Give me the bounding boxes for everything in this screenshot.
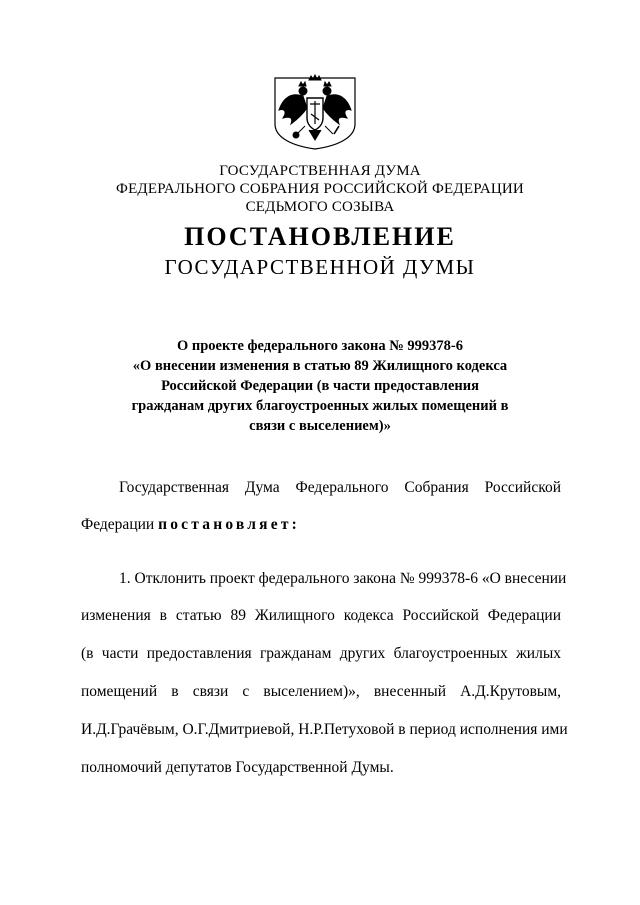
header-duma: ГОСУДАРСТВЕННАЯ ДУМА	[219, 163, 421, 179]
decree-word: постановляет:	[158, 516, 300, 533]
last-line: полномочий депутатов Государственной Думы.	[81, 759, 394, 776]
document-subject	[120, 336, 520, 436]
justified-line: (в части предоставления гражданам других благоустроенных жилых	[81, 645, 561, 662]
document-title: ПОСТАНОВЛЕНИЕ	[184, 222, 456, 251]
preamble-text: Федерации	[81, 516, 159, 533]
point-1-line-1	[81, 560, 567, 598]
preamble-line-2	[81, 506, 561, 544]
subject-line: связи с выселением)»	[249, 418, 391, 434]
document-issuer: ГОСУДАРСТВЕННОЙ ДУМЫ	[164, 255, 476, 279]
justified-line: И.Д.Грачёвым, О.Г.Дмитриевой, Н.Р.Петуховой в период исполнения ими	[81, 721, 568, 738]
subject-line: Российской Федерации (в части предоставления	[161, 378, 479, 394]
header-convocation: СЕДЬМОГО СОЗЫВА	[245, 199, 395, 215]
coat-of-arms-emblem	[273, 74, 357, 150]
subject-line: гражданам других благоустроенных жилых помещений в	[131, 398, 509, 414]
header-federal-assembly: ФЕДЕРАЛЬНОГО СОБРАНИЯ РОССИЙСКОЙ ФЕДЕРАЦИИ	[116, 181, 524, 197]
justified-line: Государственная Дума Федерального Собрания Российской	[119, 479, 561, 496]
justified-line: помещений в связи с выселением)», внесенный А.Д.Крутовым,	[81, 683, 561, 700]
preamble-line-1	[81, 469, 561, 507]
justified-line: 1. Отклонить проект федерального закона № 999378-6 «О внесении	[119, 570, 567, 587]
subject-line: «О внесении изменения в статью 89 Жилищного кодекса	[132, 358, 508, 374]
subject-line: О проекте федерального закона № 999378-6	[176, 338, 464, 354]
justified-line: изменения в статью 89 Жилищного кодекса Российской Федерации	[81, 607, 561, 624]
point-1-body	[81, 597, 568, 787]
